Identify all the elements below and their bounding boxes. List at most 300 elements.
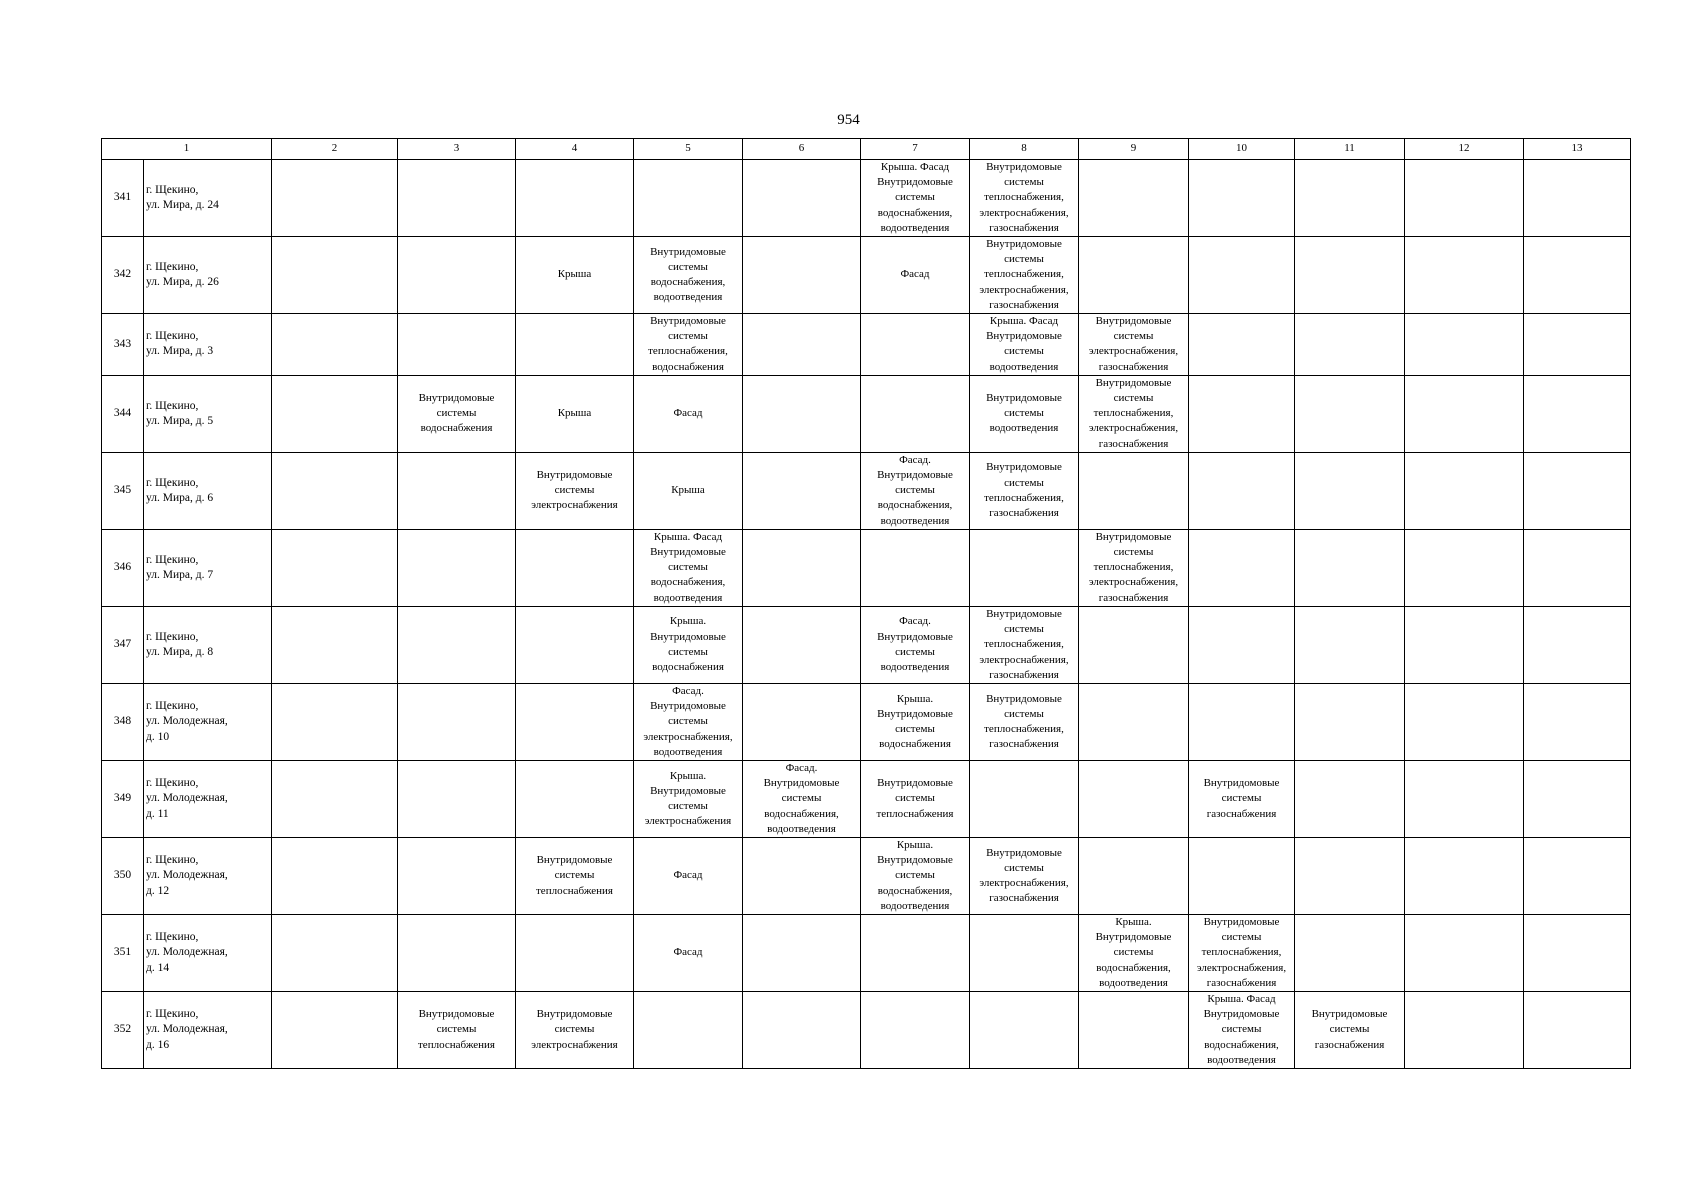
cell-col-12 <box>1405 991 1524 1068</box>
cell-col-6 <box>743 160 861 237</box>
cell-text-line: Внутридомовые <box>1311 1008 1388 1021</box>
cell-text-line: ул. Мира, д. 8 <box>146 645 214 658</box>
cell-col-8 <box>970 375 1079 452</box>
cell-col-12 <box>1405 529 1524 606</box>
cell-text-line: водоснабжения, <box>650 576 726 589</box>
cell-text-line: теплоснабжения, <box>984 638 1064 651</box>
cell-text-line: г. Щекино, <box>146 777 199 790</box>
page-number: 954 <box>837 112 860 128</box>
cell-col-8 <box>970 991 1079 1068</box>
cell-col-6 <box>743 452 861 529</box>
cell-col-7 <box>861 237 970 314</box>
cell-text-line: газоснабжения <box>1098 437 1169 450</box>
row-number: 342 <box>102 237 144 314</box>
cell-text-line: водоснабжения, <box>1096 961 1171 974</box>
column-header-1: 1 <box>102 139 272 160</box>
cell-col-4 <box>516 529 634 606</box>
cell-col-6 <box>743 314 861 376</box>
cell-col-11 <box>1295 606 1405 683</box>
row-number: 351 <box>102 914 144 991</box>
cell-text-line: системы <box>1004 176 1044 189</box>
cell-text-line: Внутридомовые <box>650 700 726 713</box>
cell-text-line: газоснабжения <box>1098 591 1169 604</box>
cell-text-line: Внутридомовые <box>536 1008 613 1021</box>
cell-col-3 <box>398 914 516 991</box>
table-body <box>102 160 1631 1069</box>
cell-text-line: Крыша. Фасад <box>653 530 723 543</box>
cell-text-line: системы <box>1004 861 1044 874</box>
cell-text-line: г. Щекино, <box>146 931 199 944</box>
cell-text-line: системы <box>668 715 708 728</box>
cell-text-line: ул. Молодежная, <box>146 792 228 805</box>
column-header-12: 12 <box>1405 139 1524 160</box>
cell-col-2 <box>272 375 398 452</box>
cell-text-line: Крыша. <box>669 615 707 628</box>
cell-col-4 <box>516 683 634 760</box>
cell-text-line: Фасад. <box>672 684 704 697</box>
cell-text-line: водоотведения <box>1099 976 1168 989</box>
cell-text-line: Крыша <box>671 484 705 497</box>
cell-text-line: системы <box>554 869 595 882</box>
cell-text-line: системы <box>895 792 935 805</box>
cell-text-line: Фасад. <box>899 615 931 628</box>
cell-text-line: системы <box>1221 931 1262 944</box>
cell-col-12 <box>1405 375 1524 452</box>
cell-text-line: системы <box>1113 946 1154 959</box>
table-row <box>102 375 1631 452</box>
cell-text-line: Внутридомовые <box>986 846 1062 859</box>
cell-text-line: ул. Мира, д. 24 <box>146 199 219 211</box>
cell-col-11 <box>1295 683 1405 760</box>
address-cell <box>144 683 272 760</box>
cell-text-line: Внутридомовые <box>877 707 953 720</box>
cell-col-7 <box>861 160 970 237</box>
cell-col-9 <box>1079 529 1189 606</box>
cell-text-line: системы <box>1004 345 1044 358</box>
cell-col-8 <box>970 160 1079 237</box>
cell-col-13 <box>1524 375 1631 452</box>
cell-text-line: Внутридомовые <box>877 469 953 482</box>
cell-col-12 <box>1405 452 1524 529</box>
table-row <box>102 760 1631 837</box>
cell-col-13 <box>1524 160 1631 237</box>
cell-text-line: Внутридомовые <box>1095 931 1172 944</box>
table-row <box>102 160 1631 237</box>
cell-text-line: теплоснабжения <box>536 884 613 897</box>
address-cell <box>144 529 272 606</box>
cell-col-13 <box>1524 760 1631 837</box>
cell-text-line: ул. Мира, д. 3 <box>146 345 214 358</box>
cell-text-line: Внутридомовые <box>650 546 726 559</box>
cell-col-6 <box>743 760 861 837</box>
column-header-9: 9 <box>1079 139 1189 160</box>
cell-col-3 <box>398 452 516 529</box>
cell-text-line: системы <box>1221 792 1262 805</box>
cell-col-5 <box>634 606 743 683</box>
column-header-4: 4 <box>516 139 634 160</box>
cell-col-7 <box>861 914 970 991</box>
cell-text-line: теплоснабжения, <box>984 268 1064 281</box>
cell-col-4 <box>516 375 634 452</box>
cell-text-line: Внутридомовые <box>1095 376 1172 389</box>
cell-col-2 <box>272 160 398 237</box>
cell-text-line: газоснабжения <box>1314 1038 1385 1051</box>
address-cell <box>144 375 272 452</box>
cell-col-4 <box>516 452 634 529</box>
cell-text-line: водоснабжения, <box>650 276 726 289</box>
cell-col-2 <box>272 237 398 314</box>
cell-col-9 <box>1079 837 1189 914</box>
cell-col-10 <box>1189 991 1295 1068</box>
column-header-10: 10 <box>1189 139 1295 160</box>
cell-col-3 <box>398 991 516 1068</box>
cell-text-line: системы <box>1004 407 1044 420</box>
cell-text-line: Фасад <box>673 869 703 882</box>
cell-col-8 <box>970 837 1079 914</box>
address-cell <box>144 837 272 914</box>
cell-text-line: Внутридомовые <box>1095 315 1172 328</box>
cell-col-9 <box>1079 452 1189 529</box>
column-header-5: 5 <box>634 139 743 160</box>
cell-col-5 <box>634 375 743 452</box>
cell-col-8 <box>970 529 1079 606</box>
row-number: 349 <box>102 760 144 837</box>
cell-text-line: Крыша. Фасад <box>880 161 950 173</box>
column-header-3: 3 <box>398 139 516 160</box>
cell-col-5 <box>634 837 743 914</box>
cell-text-line: д. 14 <box>146 961 170 974</box>
cell-col-3 <box>398 529 516 606</box>
cell-text-line: г. Щекино, <box>146 700 199 713</box>
cell-text-line: ул. Мира, д. 6 <box>146 491 214 504</box>
cell-col-9 <box>1079 991 1189 1068</box>
cell-col-3 <box>398 606 516 683</box>
cell-col-2 <box>272 529 398 606</box>
cell-text-line: Крыша. <box>1115 915 1152 928</box>
cell-text-line: ул. Мира, д. 26 <box>146 276 219 289</box>
cell-text-line: Фасад <box>673 946 703 959</box>
cell-text-line: Внутридомовые <box>536 854 613 867</box>
cell-col-9 <box>1079 237 1189 314</box>
cell-text-line: системы <box>1004 476 1044 489</box>
table-row <box>102 529 1631 606</box>
cell-text-line: теплоснабжения, <box>984 491 1064 504</box>
cell-text-line: электроснабжения, <box>979 206 1069 219</box>
cell-text-line: электроснабжения <box>531 1038 618 1051</box>
cell-text-line: системы <box>668 260 708 273</box>
cell-col-4 <box>516 914 634 991</box>
cell-col-7 <box>861 314 970 376</box>
cell-col-8 <box>970 683 1079 760</box>
cell-col-10 <box>1189 683 1295 760</box>
column-header-8: 8 <box>970 139 1079 160</box>
cell-text-line: электроснабжения, <box>1088 345 1179 358</box>
cell-text-line: Внутридомовые <box>1203 1008 1280 1021</box>
cell-col-11 <box>1295 375 1405 452</box>
address-cell <box>144 991 272 1068</box>
cell-col-4 <box>516 314 634 376</box>
cell-text-line: электроснабжения, <box>1088 422 1179 435</box>
cell-text-line: Внутридомовые <box>986 607 1062 620</box>
row-number: 352 <box>102 991 144 1068</box>
cell-text-line: Внутридомовые <box>1095 530 1172 543</box>
cell-text-line: газоснабжения <box>1206 807 1277 820</box>
cell-text-line: электроснабжения <box>644 815 732 828</box>
cell-col-11 <box>1295 837 1405 914</box>
cell-col-10 <box>1189 606 1295 683</box>
cell-col-3 <box>398 314 516 376</box>
cell-text-line: системы <box>895 722 935 735</box>
table-row <box>102 452 1631 529</box>
cell-col-10 <box>1189 837 1295 914</box>
cell-text-line: водоснабжения, <box>877 499 953 512</box>
cell-col-3 <box>398 760 516 837</box>
cell-text-line: электроснабжения, <box>1196 961 1287 974</box>
cell-col-13 <box>1524 606 1631 683</box>
cell-col-7 <box>861 452 970 529</box>
cell-col-12 <box>1405 837 1524 914</box>
column-header-6: 6 <box>743 139 861 160</box>
cell-col-9 <box>1079 375 1189 452</box>
cell-text-line: системы <box>668 330 708 343</box>
cell-text-line: водоотведения <box>880 221 950 234</box>
cell-text-line: теплоснабжения <box>876 807 954 820</box>
cell-text-line: ул. Молодежная, <box>146 715 228 728</box>
cell-col-5 <box>634 314 743 376</box>
column-header-13: 13 <box>1524 139 1631 160</box>
column-header-11: 11 <box>1295 139 1405 160</box>
cell-col-6 <box>743 683 861 760</box>
cell-text-line: водоснабжения <box>420 422 493 435</box>
cell-col-13 <box>1524 683 1631 760</box>
cell-col-10 <box>1189 529 1295 606</box>
cell-text-line: г. Щекино, <box>146 330 199 343</box>
cell-text-line: системы <box>1113 392 1154 405</box>
cell-col-11 <box>1295 237 1405 314</box>
cell-text-line: системы <box>668 799 708 812</box>
cell-col-5 <box>634 452 743 529</box>
cell-col-9 <box>1079 160 1189 237</box>
row-number: 345 <box>102 452 144 529</box>
cell-col-11 <box>1295 452 1405 529</box>
cell-col-3 <box>398 160 516 237</box>
cell-text-line: системы <box>895 645 935 658</box>
table-row <box>102 237 1631 314</box>
column-number-row <box>102 139 1631 160</box>
repair-schedule-table <box>101 138 1631 1069</box>
cell-col-13 <box>1524 452 1631 529</box>
cell-col-12 <box>1405 314 1524 376</box>
cell-text-line: г. Щекино, <box>146 260 199 273</box>
cell-text-line: электроснабжения <box>531 499 618 512</box>
cell-text-line: системы <box>895 869 935 882</box>
cell-text-line: системы <box>668 645 708 658</box>
row-number: 348 <box>102 683 144 760</box>
cell-col-7 <box>861 837 970 914</box>
cell-col-13 <box>1524 837 1631 914</box>
cell-text-line: электроснабжения, <box>643 730 733 743</box>
cell-text-line: г. Щекино, <box>146 630 199 643</box>
cell-col-11 <box>1295 160 1405 237</box>
cell-text-line: электроснабжения, <box>979 653 1069 666</box>
cell-text-line: электроснабжения, <box>979 876 1069 889</box>
cell-col-8 <box>970 606 1079 683</box>
cell-col-10 <box>1189 314 1295 376</box>
cell-text-line: Внутридомовые <box>986 330 1062 343</box>
cell-text-line: ул. Мира, д. 5 <box>146 414 214 427</box>
cell-col-11 <box>1295 314 1405 376</box>
cell-col-4 <box>516 837 634 914</box>
cell-text-line: водоснабжения, <box>1204 1038 1279 1051</box>
cell-text-line: Внутридомовые <box>877 777 953 790</box>
cell-col-8 <box>970 914 1079 991</box>
cell-text-line: Внутридомовые <box>536 469 613 482</box>
cell-text-line: системы <box>554 484 595 497</box>
cell-text-line: водоотведения <box>653 291 723 304</box>
cell-col-12 <box>1405 914 1524 991</box>
cell-text-line: Внутридомовые <box>986 461 1062 474</box>
cell-text-line: водоснабжения, <box>877 884 953 897</box>
address-cell <box>144 160 272 237</box>
cell-col-13 <box>1524 314 1631 376</box>
cell-text-line: Внутридомовые <box>986 392 1062 405</box>
cell-text-line: Внутридомовые <box>986 238 1062 251</box>
row-number: 350 <box>102 837 144 914</box>
cell-text-line: Крыша. <box>896 838 934 851</box>
cell-col-13 <box>1524 914 1631 991</box>
cell-text-line: электроснабжения, <box>1088 576 1179 589</box>
cell-text-line: газоснабжения <box>989 738 1059 751</box>
cell-text-line: д. 10 <box>146 730 170 743</box>
cell-col-8 <box>970 237 1079 314</box>
cell-col-4 <box>516 237 634 314</box>
cell-text-line: г. Щекино, <box>146 476 199 489</box>
cell-text-line: г. Щекино, <box>146 553 199 566</box>
cell-text-line: системы <box>1004 253 1044 266</box>
cell-col-6 <box>743 375 861 452</box>
cell-text-line: водоотведения <box>653 745 723 758</box>
cell-col-11 <box>1295 914 1405 991</box>
cell-text-line: газоснабжения <box>989 892 1059 905</box>
cell-text-line: системы <box>554 1023 595 1036</box>
cell-col-4 <box>516 760 634 837</box>
cell-col-9 <box>1079 914 1189 991</box>
cell-col-7 <box>861 760 970 837</box>
cell-col-6 <box>743 237 861 314</box>
cell-text-line: Внутридомовые <box>877 854 953 867</box>
cell-text-line: системы <box>1113 330 1154 343</box>
cell-col-5 <box>634 683 743 760</box>
cell-col-10 <box>1189 452 1295 529</box>
cell-col-2 <box>272 452 398 529</box>
cell-text-line: Фасад <box>673 407 703 420</box>
cell-col-5 <box>634 991 743 1068</box>
cell-text-line: Внутридомовые <box>418 1008 495 1021</box>
cell-text-line: системы <box>895 484 935 497</box>
cell-text-line: ул. Мира, д. 7 <box>146 568 214 581</box>
cell-col-2 <box>272 914 398 991</box>
cell-text-line: г. Щекино, <box>146 854 199 867</box>
cell-col-13 <box>1524 529 1631 606</box>
cell-col-5 <box>634 760 743 837</box>
cell-text-line: системы <box>895 191 935 204</box>
table-row <box>102 683 1631 760</box>
cell-col-12 <box>1405 237 1524 314</box>
cell-text-line: Внутридомовые <box>986 161 1062 173</box>
cell-text-line: газоснабжения <box>989 507 1059 520</box>
cell-col-13 <box>1524 991 1631 1068</box>
cell-text-line: водоотведения <box>880 661 950 674</box>
cell-col-11 <box>1295 760 1405 837</box>
cell-text-line: водоотведения <box>880 514 950 527</box>
cell-col-7 <box>861 683 970 760</box>
cell-text-line: Внутридомовые <box>877 630 953 643</box>
cell-text-line: водоотведения <box>767 822 836 835</box>
cell-col-4 <box>516 160 634 237</box>
table-row <box>102 837 1631 914</box>
cell-text-line: Крыша <box>557 407 592 420</box>
cell-col-7 <box>861 375 970 452</box>
cell-col-9 <box>1079 683 1189 760</box>
cell-col-5 <box>634 529 743 606</box>
cell-col-6 <box>743 529 861 606</box>
cell-col-12 <box>1405 606 1524 683</box>
cell-col-7 <box>861 606 970 683</box>
cell-text-line: теплоснабжения, <box>1201 946 1282 959</box>
cell-text-line: системы <box>1004 707 1044 720</box>
cell-col-11 <box>1295 529 1405 606</box>
cell-text-line: системы <box>1113 546 1154 559</box>
cell-col-13 <box>1524 237 1631 314</box>
cell-col-6 <box>743 991 861 1068</box>
cell-text-line: Внутридомовые <box>1203 915 1280 928</box>
cell-text-line: водоснабжения, <box>877 206 953 219</box>
cell-text-line: г. Щекино, <box>146 183 199 196</box>
cell-text-line: ул. Молодежная, <box>146 869 228 882</box>
cell-text-line: Крыша <box>557 268 592 281</box>
cell-text-line: водоотведения <box>653 591 723 604</box>
cell-col-10 <box>1189 760 1295 837</box>
column-header-2: 2 <box>272 139 398 160</box>
row-number: 347 <box>102 606 144 683</box>
cell-col-11 <box>1295 991 1405 1068</box>
column-header-7: 7 <box>861 139 970 160</box>
cell-text-line: системы <box>781 792 822 805</box>
cell-text-line: водоотведения <box>1207 1053 1276 1066</box>
cell-text-line: Крыша. <box>669 769 707 782</box>
cell-col-3 <box>398 683 516 760</box>
cell-col-9 <box>1079 760 1189 837</box>
cell-text-line: д. 11 <box>146 807 169 820</box>
cell-text-line: водоотведения <box>880 899 950 912</box>
cell-text-line: системы <box>1221 1023 1262 1036</box>
cell-col-10 <box>1189 914 1295 991</box>
cell-col-2 <box>272 314 398 376</box>
cell-text-line: Внутридомовые <box>650 784 726 797</box>
cell-text-line: Внутридомовые <box>1203 777 1280 790</box>
cell-text-line: ул. Молодежная, <box>146 1023 228 1036</box>
address-cell <box>144 237 272 314</box>
cell-text-line: теплоснабжения, <box>1093 561 1174 574</box>
address-cell <box>144 452 272 529</box>
cell-text-line: системы <box>668 561 708 574</box>
cell-text-line: Внутридомовые <box>877 176 953 189</box>
cell-text-line: Внутридомовые <box>763 777 840 790</box>
cell-text-line: газоснабжения <box>1098 360 1169 373</box>
cell-text-line: водоснабжения <box>879 738 951 751</box>
cell-col-8 <box>970 314 1079 376</box>
cell-col-3 <box>398 375 516 452</box>
